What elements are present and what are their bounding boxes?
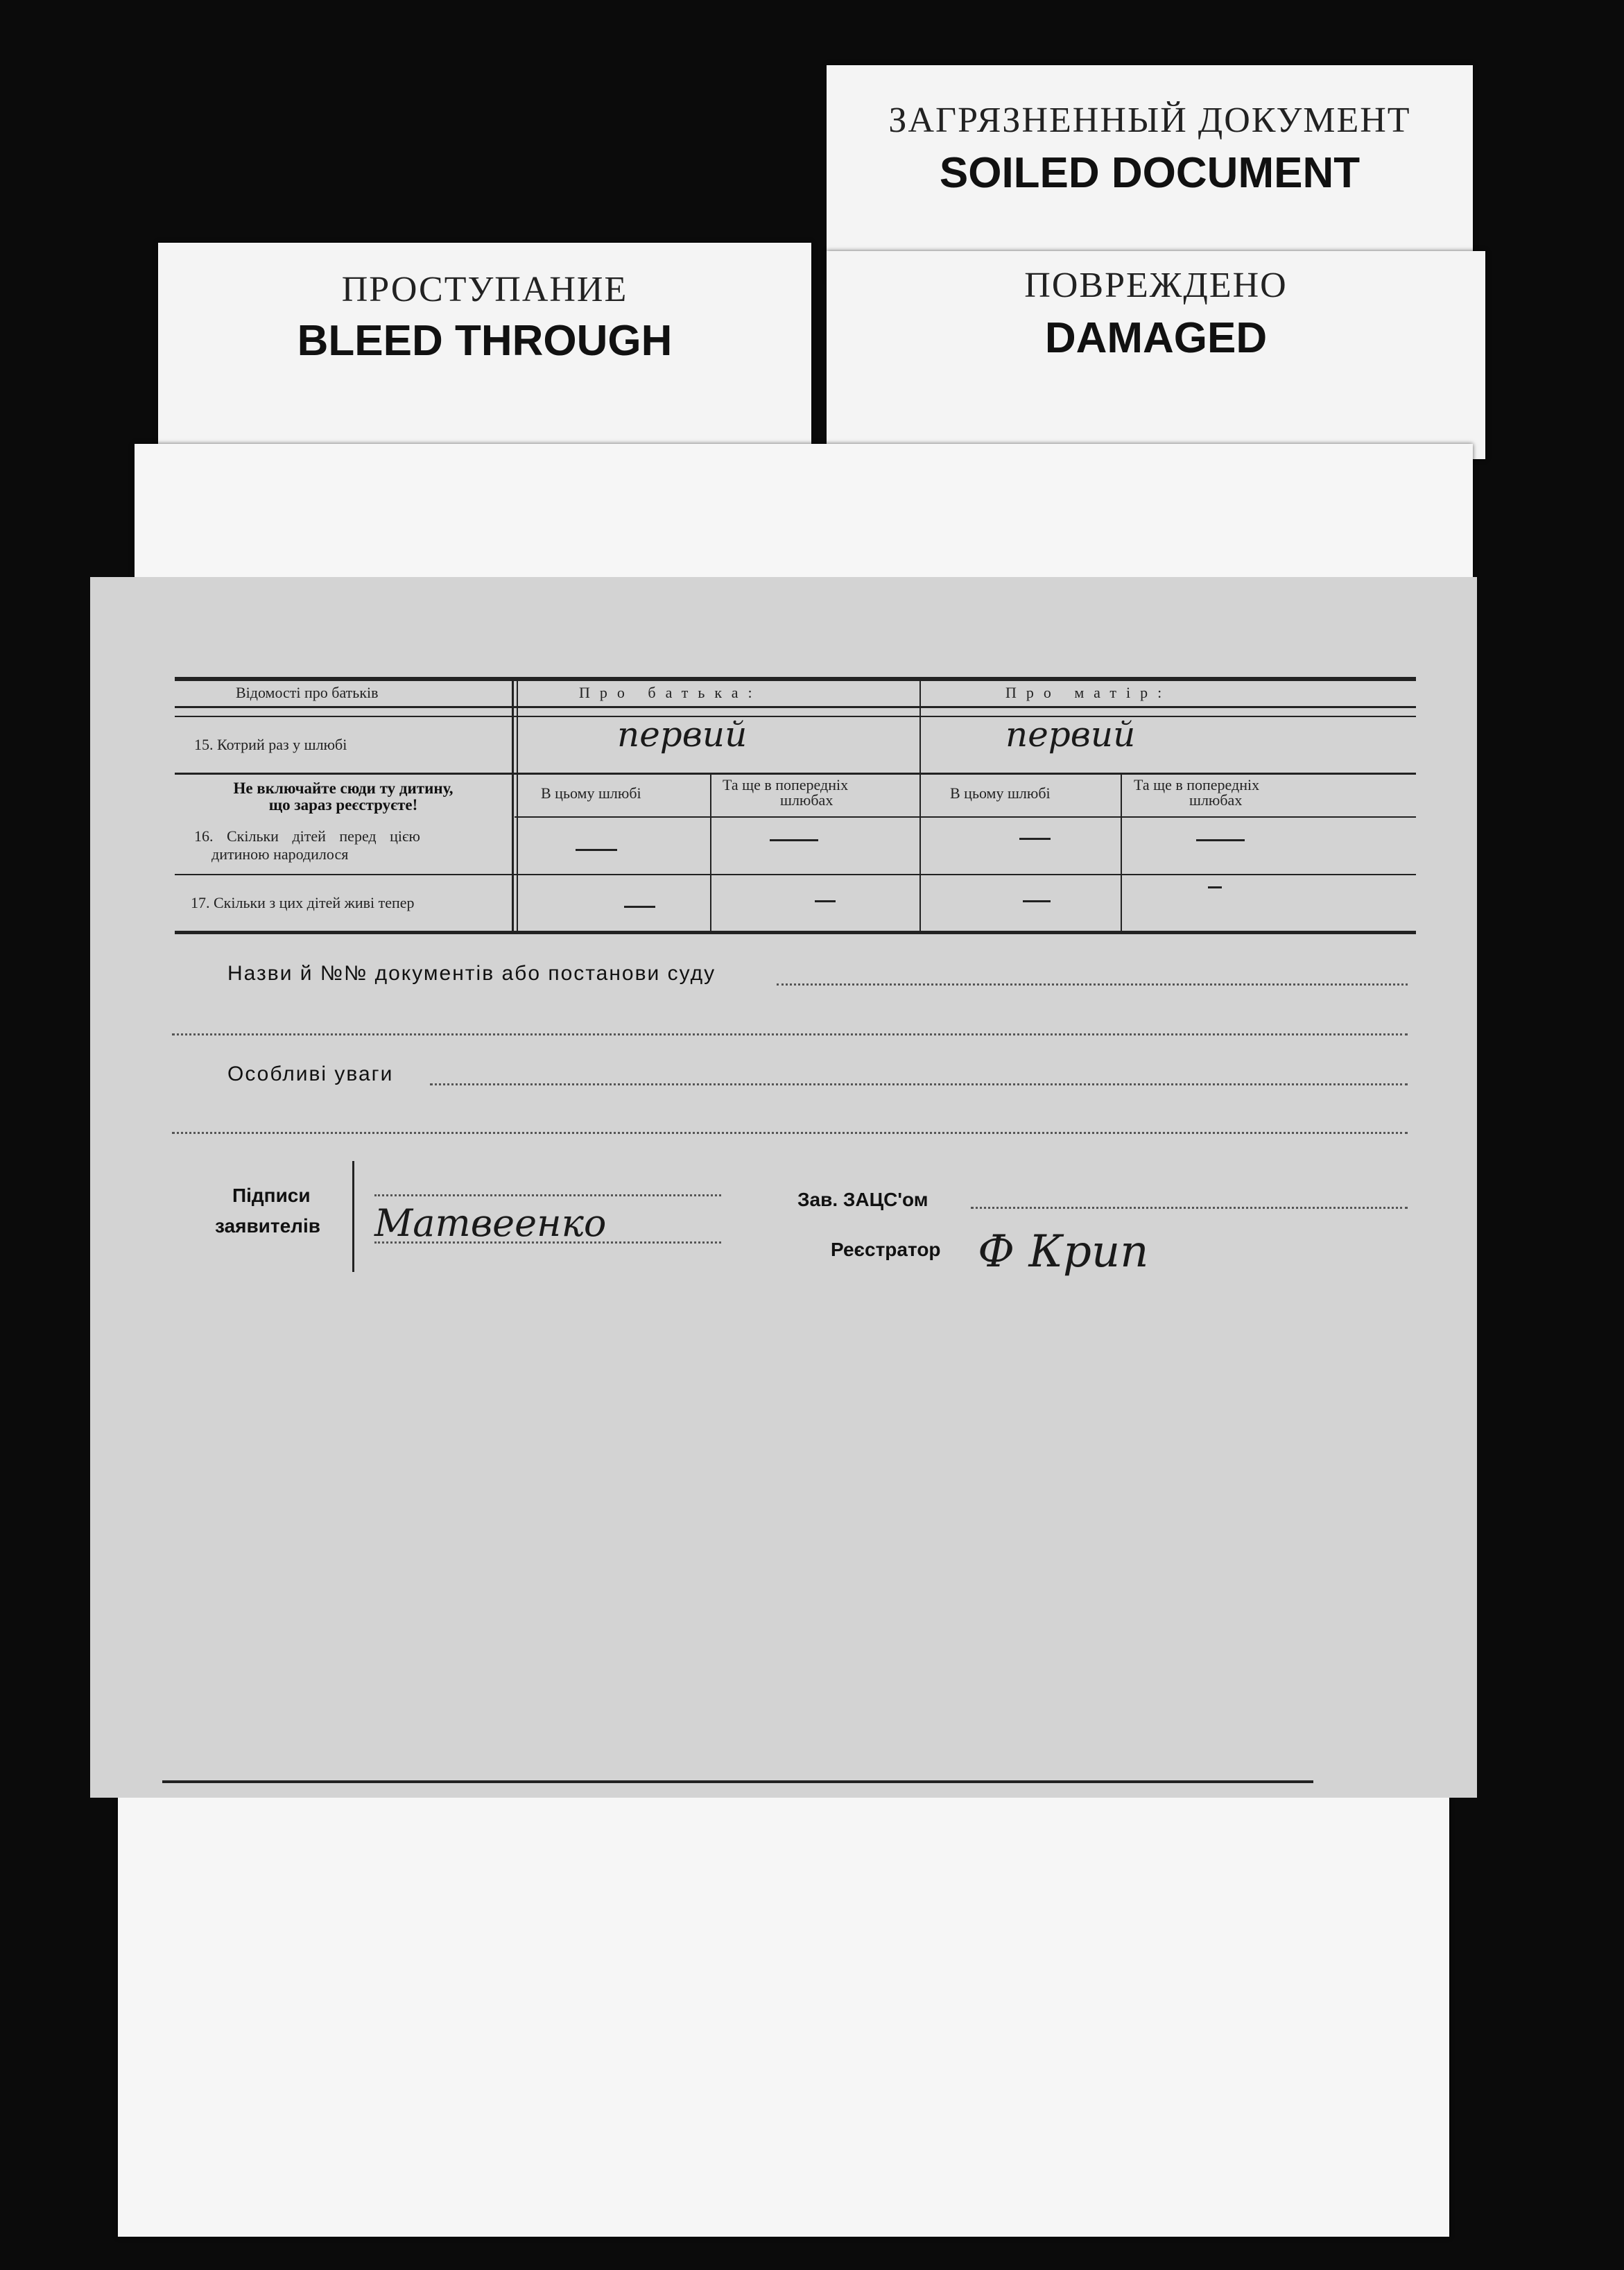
damaged-tag-ru: ПОВРЕЖДЕНО — [1024, 266, 1288, 305]
documents-line-2 — [172, 1033, 1408, 1035]
signatures-label-1: Підписи — [232, 1185, 311, 1206]
row16-label-1: 16. Скільки дітей перед цією — [194, 827, 420, 845]
signature-line-1 — [374, 1194, 721, 1196]
table-col-rule-sub-2 — [1121, 773, 1122, 932]
documents-line — [777, 983, 1408, 986]
damaged-tag — [827, 251, 1485, 459]
registrar-signature: Ф Крип — [978, 1226, 1149, 1278]
soiled-document-tag — [827, 65, 1473, 280]
subheader-mother-prev-2: шлюбах — [1189, 791, 1243, 809]
signatures-bracket — [352, 1161, 354, 1272]
row16-father-prev-dash — [770, 839, 818, 841]
row17-mother-prev-dash — [1208, 886, 1222, 888]
applicant-signature: Матвеенко — [374, 1201, 607, 1245]
row17-father-this-dash — [624, 906, 655, 908]
documents-label: Назви й №№ документів або постанови суду — [227, 962, 716, 985]
subheader-mother-this: В цьому шлюбі — [950, 784, 1051, 802]
backing-sheet-bottom — [118, 1762, 1449, 2237]
row17-label: 17. Скільки з цих дітей живі тепер — [191, 894, 415, 911]
table-col-rule-1b — [517, 677, 518, 932]
row16-father-this-dash — [576, 849, 617, 851]
registrar-label: Реєстратор — [831, 1239, 941, 1260]
soiled-tag-ru: ЗАГРЯЗНЕННЫЙ ДОКУМЕНТ — [888, 101, 1411, 140]
table-col-rule-2 — [919, 677, 921, 932]
table-col-rule-1 — [512, 677, 514, 932]
row15-father-value: первий — [617, 714, 748, 755]
table-note-line2: що зараз реєструєте! — [268, 796, 418, 814]
signatures-label-2: заявителів — [215, 1215, 320, 1237]
table-header-rule — [175, 706, 1416, 708]
table-row16-rule — [175, 874, 1416, 875]
table-header-father: Про батька: — [579, 684, 762, 701]
row16-mother-this-dash — [1019, 838, 1051, 840]
table-note-line1: Не включайте сюди ту дитину, — [233, 780, 453, 797]
damaged-tag-en: DAMAGED — [1044, 314, 1268, 362]
table-bottom-rule — [175, 931, 1416, 934]
head-line — [971, 1207, 1408, 1209]
bleed-tag-ru: ПРОСТУПАНИЕ — [341, 270, 628, 309]
subheader-mother-prev-1: Та ще в попередніх — [1134, 776, 1260, 793]
subheader-father-prev-1: Та ще в попередніх — [723, 776, 849, 793]
row15-label: 15. Котрий раз у шлюбі — [194, 736, 347, 753]
remarks-line-2 — [172, 1132, 1408, 1134]
row16-mother-prev-dash — [1196, 839, 1245, 841]
bleed-through-tag — [158, 243, 811, 465]
table-sub-rule — [515, 816, 1416, 818]
table-row15-bottom-rule — [175, 773, 1416, 775]
registration-form — [90, 577, 1477, 1798]
form-bottom-rule — [162, 1780, 1313, 1783]
head-label: Зав. ЗАЦС'ом — [797, 1189, 928, 1210]
subheader-father-prev-2: шлюбах — [780, 791, 833, 809]
table-header-mother: Про матір: — [1005, 684, 1172, 701]
row17-father-prev-dash — [815, 900, 836, 902]
table-header-label: Відомості про батьків — [236, 684, 379, 701]
table-row15-rule — [175, 716, 1416, 717]
row17-mother-this-dash — [1023, 900, 1051, 902]
row15-mother-value: первий — [1005, 714, 1136, 755]
remarks-line — [430, 1083, 1408, 1085]
table-top-rule — [175, 677, 1416, 681]
bleed-tag-en: BLEED THROUGH — [297, 317, 673, 365]
table-col-rule-sub-1 — [710, 773, 711, 932]
row16-label-2: дитиною народилося — [211, 845, 349, 863]
soiled-tag-en: SOILED DOCUMENT — [939, 149, 1360, 197]
subheader-father-this: В цьому шлюбі — [541, 784, 641, 802]
remarks-label: Особливі уваги — [227, 1063, 394, 1085]
